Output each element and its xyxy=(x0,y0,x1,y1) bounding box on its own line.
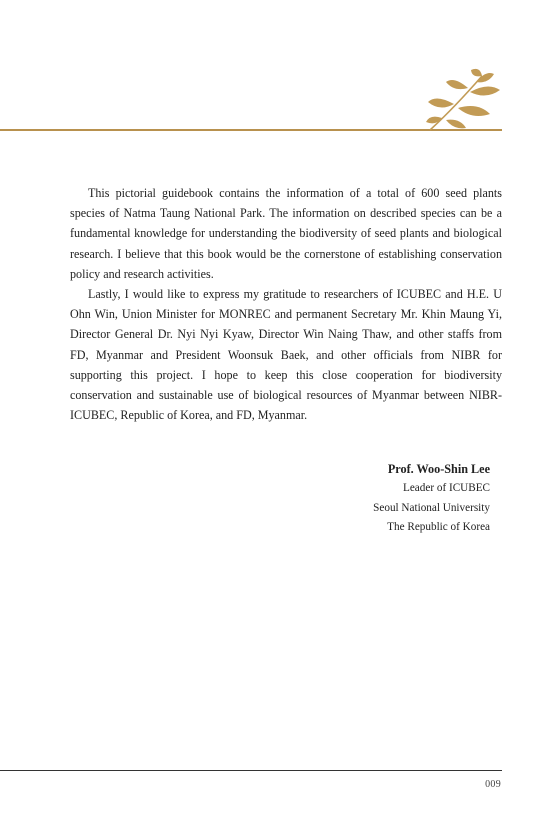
footer-rule xyxy=(0,770,502,771)
signature-role: Leader of ICUBEC xyxy=(403,482,490,494)
signature-country: The Republic of Korea xyxy=(387,521,490,533)
body-text xyxy=(70,183,502,425)
leaf-branch-icon xyxy=(424,68,502,132)
signature-name: Prof. Woo-Shin Lee xyxy=(387,462,490,476)
paragraph-acknowledgement: Lastly, I would like to express my gratitude to researchers of ICUBEC and H.E. U Ohn Win, Union Minister for MONREC and permanent Secretary Mr. Khin Maung Yi, Director General Dr. Nyi Nyi Kyaw, Director Win Naing Thaw, and other staffs from FD, Myanmar and President Woonsuk Baek, and other officials from NIBR for supporting this project. I hope to keep this close cooperation for biodiversity conservation and sustainable use of biological resources of Myanmar between NIBR-ICUBEC, Republic of Korea, and FD, Myanmar. xyxy=(70,287,502,423)
page-number: 009 xyxy=(485,779,501,790)
signature-institution: Seoul National University xyxy=(373,501,490,514)
signature-block xyxy=(373,459,490,538)
paragraph-intro: This pictorial guidebook contains the information of a total of 600 seed plants species of Natma Taung National Park. The information on described species can be a fundamental knowledge for understanding the biodiversity of seed plants and biological research. I believe that this book would be the cornerstone of establishing conservation policy and research activities. xyxy=(70,186,502,281)
